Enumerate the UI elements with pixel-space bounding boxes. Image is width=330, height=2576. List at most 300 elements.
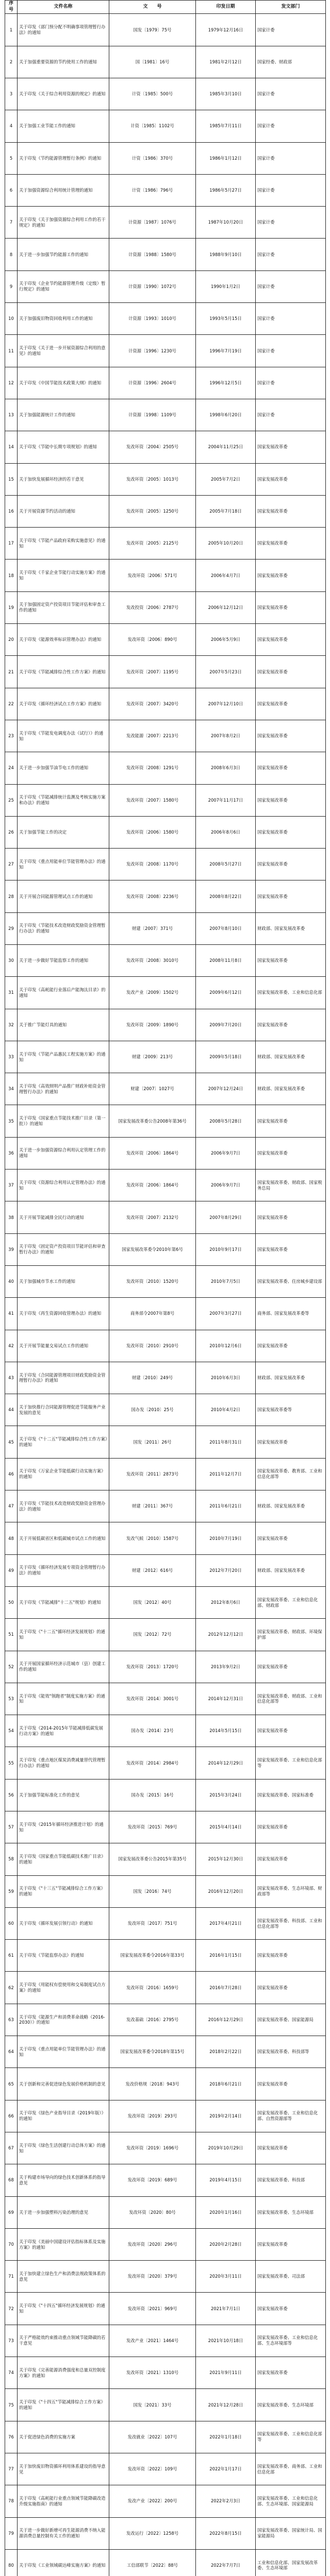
row-issue-date: 1985年3月10日 [196, 78, 256, 110]
table-row [5, 1940, 326, 1972]
row-number: 67 [5, 2132, 18, 2164]
row-issue-date: 2015年12月30日 [196, 1843, 256, 1875]
row-issuing-dept: 国家计委 [256, 367, 326, 399]
row-doc-number: 发改环资〔2016〕1659号 [109, 1972, 196, 2004]
row-doc-number: 发改环资〔2008〕3010号 [109, 944, 196, 976]
row-title: 关于印发《中国节能技术政策大纲》的通知 [18, 367, 109, 399]
row-title: 关于印发《节能发电调度办法（试行）》的通知 [18, 720, 109, 752]
row-title: 关于印发《工业领域碳达峰实施方案》的通知 [18, 2549, 109, 2576]
row-issuing-dept: 国家发展改革委 [256, 624, 326, 656]
row-issuing-dept: 国家经委、财政部 [256, 46, 326, 78]
row-title: 关于印发《循环经济试点工作方案》的通知 [18, 688, 109, 720]
row-doc-number: 发改产业〔2009〕1502号 [109, 977, 196, 1009]
row-issuing-dept: 国家发展改革委 [256, 1522, 326, 1554]
row-issue-date: 2014年5月15日 [196, 1715, 256, 1747]
row-number: 10 [5, 303, 18, 335]
row-number: 48 [5, 1522, 18, 1554]
row-issue-date: 2010年12月6日 [196, 1330, 256, 1362]
row-doc-number: 计资源〔1988〕1580号 [109, 239, 196, 270]
row-title: 关于开展合同能源管理试点工作的通知 [18, 880, 109, 912]
row-number: 72 [5, 2293, 18, 2325]
row-number: 57 [5, 1811, 18, 1843]
row-title: 关于印发《"十四五"循环经济发展规划》的通知 [18, 2293, 109, 2325]
row-issue-date: 2014年12月31日 [196, 1683, 256, 1715]
row-title: 关于印发《节能减排"十二五"规划》的通知 [18, 1586, 109, 1618]
row-title: 关于进一步加强塑料污染治理的意见 [18, 2196, 109, 2228]
row-doc-number: 国办发〔2014〕23号 [109, 1715, 196, 1747]
row-issuing-dept: 国家发展改革委、国家能源局 [256, 2004, 326, 2036]
table-row [5, 431, 326, 463]
row-number: 62 [5, 1972, 18, 2004]
row-issuing-dept: 财政部、国家发展改革委 [256, 912, 326, 944]
row-title: 关于开展国家循环经济示范城市（县）创建工作的通知 [18, 1651, 109, 1683]
row-issuing-dept: 国家发展改革委、科技部 [256, 2164, 326, 2196]
row-doc-number: 发改气候〔2010〕1587号 [109, 1522, 196, 1554]
row-number: 51 [5, 1619, 18, 1651]
row-title: 关于加快废旧物资循环利用体系建设的指导意见 [18, 2453, 109, 2485]
row-issuing-dept: 工业和信息化部、国家发展改革委、生态环境部 [256, 2549, 326, 2576]
row-number: 8 [5, 239, 18, 270]
row-issuing-dept: 国家计委 [256, 270, 326, 302]
row-issuing-dept: 国家发展改革委 [256, 1105, 326, 1137]
row-doc-number: 发改环资〔2021〕1310号 [109, 2357, 196, 2389]
row-issuing-dept: 国家发展改革委 [256, 1009, 326, 1041]
row-title: 关于印发《节能监察办法》的通知 [18, 1940, 109, 1972]
row-doc-number: 计资源〔1987〕1076号 [109, 207, 196, 239]
row-number: 13 [5, 399, 18, 431]
row-issuing-dept: 国家发展改革委 [256, 1940, 326, 1972]
row-issue-date: 2011年8月31日 [196, 1426, 256, 1458]
row-doc-number: 发改能源〔2007〕2213号 [109, 720, 196, 752]
row-issue-date: 2015年3月24日 [196, 1779, 256, 1811]
row-issuing-dept: 国家发展改革委、工业和信息化部、生态环境部等 [256, 2325, 326, 2357]
row-issuing-dept: 国家发展改革委、工业和信息化部、自然资源部等 [256, 2100, 326, 2132]
table-row [5, 528, 326, 560]
row-issue-date: 2022年1月17日 [196, 2453, 256, 2485]
row-issuing-dept: 财政部、国家发展改革委 [256, 1554, 326, 1586]
row-number: 60 [5, 1907, 18, 1939]
row-number: 70 [5, 2228, 18, 2260]
row-issue-date: 1987年10月20日 [196, 207, 256, 239]
row-doc-number: 发改投资〔2006〕2787号 [109, 591, 196, 623]
row-doc-number: 发改环资〔2005〕1013号 [109, 463, 196, 495]
row-number: 64 [5, 2036, 18, 2068]
row-number: 79 [5, 2517, 18, 2549]
row-title: 关于印发《"十二五"循环经济发展规划》的通知 [18, 1619, 109, 1651]
row-title: 关于进一步做好新增可再生能源消费不纳入能源消费总量控制有关工作的通知 [18, 2517, 109, 2549]
row-issue-date: 1998年6月20日 [196, 399, 256, 431]
row-doc-number: 发改环资〔2008〕2236号 [109, 880, 196, 912]
row-issuing-dept: 商务部、国家发展改革委等 [256, 1298, 326, 1330]
row-issue-date: 2010年6月3日 [196, 1362, 256, 1394]
row-title: 关于印发《重点用能单位节能管理办法》的通知 [18, 849, 109, 880]
table-row [5, 560, 326, 591]
row-issuing-dept: 国家发展改革委 [256, 1201, 326, 1233]
row-number: 41 [5, 1298, 18, 1330]
header-issue-date: 印发日期 [196, 1, 256, 14]
row-number: 55 [5, 1747, 18, 1779]
row-title: 关于构建市场导向的绿色技术创新体系的指导意见 [18, 2164, 109, 2196]
row-issuing-dept: 国家发展改革委 [256, 656, 326, 688]
row-issue-date: 1979年12月16日 [196, 14, 256, 46]
table-row [5, 399, 326, 431]
row-issuing-dept: 国家发展改革委 [256, 1972, 326, 2004]
row-number: 77 [5, 2453, 18, 2485]
row-title: 关于加快发展循环经济的若干意见 [18, 463, 109, 495]
row-title: 关于进一步加强资源综合利用认定管理工作的通知 [18, 1137, 109, 1169]
row-issuing-dept: 国家发展改革委、工业和信息化部等 [256, 2421, 326, 2453]
table-row [5, 174, 326, 206]
row-doc-number: 发改环资〔2008〕1291号 [109, 752, 196, 784]
row-doc-number: 发改环资〔2007〕2132号 [109, 1201, 196, 1233]
row-issue-date: 2008年8月22日 [196, 880, 256, 912]
row-number: 69 [5, 2196, 18, 2228]
row-doc-number: 计资〔1986〕796号 [109, 174, 196, 206]
row-title: 关于印发《再生资源回收管理办法》的通知 [18, 1298, 109, 1330]
row-number: 12 [5, 367, 18, 399]
row-title: 关于开展节能量交易试点工作的通知 [18, 1330, 109, 1362]
table-row [5, 2325, 326, 2357]
row-doc-number: 发改环资〔2006〕1864号 [109, 1137, 196, 1169]
row-title: 关于开展资源节约活动的通知 [18, 495, 109, 527]
table-row [5, 1779, 326, 1811]
row-number: 38 [5, 1201, 18, 1233]
row-number: 78 [5, 2485, 18, 2517]
row-doc-number: 计资源〔1996〕1230号 [109, 335, 196, 367]
row-doc-number: 发改环资〔2019〕1696号 [109, 2132, 196, 2164]
row-title: 关于加强资源综合利用统计管理的通知 [18, 174, 109, 206]
table-row [5, 1875, 326, 1907]
row-title: 关于印发《高效照明产品推广财政补贴资金管理暂行办法》的通知 [18, 1073, 109, 1105]
row-doc-number: 发改环资〔2004〕2505号 [109, 431, 196, 463]
row-doc-number: 计资源〔1990〕1072号 [109, 270, 196, 302]
row-title: 关于进一步做好节能监察工作的通知 [18, 944, 109, 976]
table-row [5, 1265, 326, 1297]
row-number: 21 [5, 656, 18, 688]
row-number: 36 [5, 1137, 18, 1169]
row-number: 43 [5, 1362, 18, 1394]
row-issuing-dept: 国家计委 [256, 303, 326, 335]
row-issue-date: 2022年7月7日 [196, 2549, 256, 2576]
row-issue-date: 2016年12月29日 [196, 2004, 256, 2036]
row-issue-date: 2018年2月22日 [196, 2036, 256, 2068]
row-issuing-dept: 国家发展改革委、教育部、工业和信息化部等 [256, 1458, 326, 1490]
row-issuing-dept: 国家发展改革委 [256, 1233, 326, 1265]
row-issue-date: 2019年2月14日 [196, 2100, 256, 2132]
row-issuing-dept: 国家发展改革委 [256, 752, 326, 784]
table-row [5, 784, 326, 816]
row-number: 1 [5, 14, 18, 46]
row-title: 关于印发《高耗能行业重点领域节能降碳改造升级实施指南》的通知 [18, 2485, 109, 2517]
row-doc-number: 国家发展改革委公告2015年第35号 [109, 1843, 196, 1875]
row-issuing-dept: 国家发展改革委、工业和信息化部等 [256, 1747, 326, 1779]
row-issuing-dept: 国家发展改革委、工业和信息化部、生态环境部、国家能源局 [256, 2485, 326, 2517]
row-title: 关于印发《节能技术改造财政奖励资金管理暂行办法》的通知 [18, 912, 109, 944]
row-issuing-dept: 国家发展改革委 [256, 1811, 326, 1843]
row-doc-number: 发改环资〔2020〕80号 [109, 2196, 196, 2228]
row-issuing-dept: 国家计委 [256, 142, 326, 174]
row-number: 76 [5, 2421, 18, 2453]
row-issue-date: 2020年2月28日 [196, 2228, 256, 2260]
row-doc-number: 发改环资〔2006〕571号 [109, 560, 196, 591]
row-issuing-dept: 国家发展改革委、国家标准委 [256, 1779, 326, 1811]
row-number: 45 [5, 1426, 18, 1458]
row-issue-date: 2006年5月9日 [196, 624, 256, 656]
row-issuing-dept: 国家计委 [256, 14, 326, 46]
row-issuing-dept: 国家发展改革委 [256, 688, 326, 720]
row-issue-date: 2005年10月20日 [196, 528, 256, 560]
row-issuing-dept: 财政部、国家发展改革委 [256, 1490, 326, 1522]
row-issue-date: 2006年9月7日 [196, 1137, 256, 1169]
row-doc-number: 发改环资〔2005〕2125号 [109, 528, 196, 560]
row-number: 73 [5, 2325, 18, 2357]
row-number: 22 [5, 688, 18, 720]
row-number: 80 [5, 2549, 18, 2576]
row-number: 63 [5, 2004, 18, 2036]
header-no: 序号 [5, 1, 18, 14]
table-row [5, 1394, 326, 1426]
table-row [5, 1041, 326, 1073]
row-doc-number: 发改环资〔2005〕1250号 [109, 495, 196, 527]
table-row [5, 2517, 326, 2549]
row-doc-number: 发改基础〔2016〕2795号 [109, 2004, 196, 2036]
row-issuing-dept: 国家发展改革委 [256, 591, 326, 623]
row-title: 关于进一步加强节约能源工作的通知 [18, 239, 109, 270]
row-issuing-dept: 国家计委 [256, 335, 326, 367]
table-row [5, 1715, 326, 1747]
row-title: 关于印发《绿色产业指导目录（2019年版）》的通知 [18, 2100, 109, 2132]
row-issue-date: 2021年10月18日 [196, 2325, 256, 2357]
row-issue-date: 2019年10月29日 [196, 2132, 256, 2164]
row-issuing-dept: 国家发展改革委、商务部、工业和信息化部 [256, 2453, 326, 2485]
row-number: 3 [5, 78, 18, 110]
row-number: 74 [5, 2357, 18, 2389]
row-issuing-dept: 国家发展改革委 [256, 495, 326, 527]
row-number: 33 [5, 1041, 18, 1073]
row-number: 31 [5, 977, 18, 1009]
table-row [5, 720, 326, 752]
row-doc-number: 计资源〔1998〕1109号 [109, 399, 196, 431]
row-doc-number: 发改环资〔2015〕769号 [109, 1811, 196, 1843]
row-doc-number: 国家发展改革委公告2008年第36号 [109, 1105, 196, 1137]
header-doc-number: 文 号 [109, 1, 196, 14]
row-issuing-dept: 财政部、国家发展改革委 [256, 1041, 326, 1073]
row-issue-date: 2012年8月6日 [196, 1586, 256, 1618]
table-row [5, 1170, 326, 1201]
row-issuing-dept: 国家发展改革委 [256, 1330, 326, 1362]
row-doc-number: 国发〔2012〕40号 [109, 1586, 196, 1618]
row-title: 关于印发《企业节约能源管理升级（定级）暂行规定》的通知 [18, 270, 109, 302]
table-row [5, 207, 326, 239]
row-doc-number: 发改环资〔2008〕1170号 [109, 849, 196, 880]
row-title: 关于加强节能标准化工作的意见 [18, 1779, 109, 1811]
row-doc-number: 发改环资〔2019〕293号 [109, 2100, 196, 2132]
table-row [5, 2485, 326, 2517]
row-doc-number: 财建〔2007〕371号 [109, 912, 196, 944]
row-issuing-dept: 国家发展改革委、工业和信息化部、财政部 [256, 1586, 326, 1618]
table-row [5, 367, 326, 399]
row-number: 52 [5, 1651, 18, 1683]
row-issue-date: 2008年11月8日 [196, 944, 256, 976]
table-row [5, 1747, 326, 1779]
row-doc-number: 国发〔2011〕26号 [109, 1426, 196, 1458]
table-row [5, 1811, 326, 1843]
row-issue-date: 2009年5月18日 [196, 1041, 256, 1073]
row-doc-number: 发改环资〔2009〕1890号 [109, 1009, 196, 1041]
table-row [5, 1233, 326, 1265]
row-number: 20 [5, 624, 18, 656]
row-doc-number: 国家发展改革委令2018年第15号 [109, 2036, 196, 2068]
row-issuing-dept: 国家发展改革委、科技部等 [256, 2036, 326, 2068]
row-doc-number: 发改环资〔2014〕3001号 [109, 1683, 196, 1715]
table-row [5, 656, 326, 688]
row-number: 54 [5, 1715, 18, 1747]
table-row [5, 78, 326, 110]
row-doc-number: 发改环资〔2020〕296号 [109, 2228, 196, 2260]
table-row [5, 849, 326, 880]
row-title: 关于印发《能效"领跑者"制度实施方案》的通知 [18, 1683, 109, 1715]
row-title: 关于印发《节能技术改造财政奖励资金管理办法》的通知 [18, 1490, 109, 1522]
table-row [5, 752, 326, 784]
row-issue-date: 2021年7月1日 [196, 2293, 256, 2325]
row-number: 59 [5, 1875, 18, 1907]
table-row [5, 880, 326, 912]
row-issuing-dept: 国家计委 [256, 78, 326, 110]
row-title: 关于印发《重点地区煤炭消费减量替代管理暂行办法》的通知 [18, 1747, 109, 1779]
row-issuing-dept: 国家发展改革委、生态环境部、财政部等 [256, 1875, 326, 1907]
row-doc-number: 计资源〔1996〕2604号 [109, 367, 196, 399]
row-doc-number: 财建〔2010〕249号 [109, 1362, 196, 1394]
row-number: 32 [5, 1009, 18, 1041]
table-row [5, 591, 326, 623]
row-number: 34 [5, 1073, 18, 1105]
row-title: 关于印发《节能产品惠民工程实施方案》的通知 [18, 1041, 109, 1073]
row-issue-date: 2015年4月14日 [196, 1811, 256, 1843]
row-doc-number: 财建〔2012〕616号 [109, 1554, 196, 1586]
row-number: 19 [5, 591, 18, 623]
row-title: 关于印发《循环发展引领行动》的通知 [18, 1907, 109, 1939]
row-issue-date: 2017年4月21日 [196, 1907, 256, 1939]
row-issue-date: 2006年4月7日 [196, 560, 256, 591]
table-row [5, 2036, 326, 2068]
table-row [5, 688, 326, 720]
table-row [5, 2228, 326, 2260]
row-doc-number: 国发〔2012〕72号 [109, 1619, 196, 1651]
row-title: 关于创新和完善促进绿色发展价格机制的意见 [18, 2068, 109, 2100]
row-title: 关于印发《能源生产和消费革命战略（2016-2030）》的通知 [18, 2004, 109, 2036]
table-row [5, 270, 326, 302]
row-doc-number: 国发〔2016〕74号 [109, 1875, 196, 1907]
row-issuing-dept: 国家发展改革委 [256, 1843, 326, 1875]
row-number: 27 [5, 849, 18, 880]
row-issue-date: 2020年3月11日 [196, 2261, 256, 2293]
row-issuing-dept: 国家发展改革委 [256, 784, 326, 816]
row-issue-date: 1993年5月15日 [196, 303, 256, 335]
row-title: 关于印发《重点用能单位节能管理办法》的通知 [18, 2036, 109, 2068]
table-row [5, 912, 326, 944]
row-issue-date: 2009年6月12日 [196, 977, 256, 1009]
row-title: 关于印发《绿色生活创建行动总体方案》的通知 [18, 2132, 109, 2164]
row-issue-date: 2009年7月20日 [196, 1009, 256, 1041]
row-number: 56 [5, 1779, 18, 1811]
row-issuing-dept: 国家发展改革委 [256, 2293, 326, 2325]
row-issuing-dept: 国家发展改革委 [256, 1426, 326, 1458]
row-number: 50 [5, 1586, 18, 1618]
row-doc-number: 国办发〔2015〕16号 [109, 1779, 196, 1811]
row-title: 关于印发《节约能源管理暂行条例》的通知 [18, 142, 109, 174]
table-row [5, 2453, 326, 2485]
row-title: 关于印发《资源综合利用认定管理办法》的通知 [18, 1170, 109, 1201]
table-row [5, 1490, 326, 1522]
row-issuing-dept: 财政部、国家发展改革委 [256, 1073, 326, 1105]
row-doc-number: 发改环资〔2022〕109号 [109, 2453, 196, 2485]
row-issue-date: 2006年12月12日 [196, 591, 256, 623]
row-issuing-dept: 国家发展改革委 [256, 1137, 326, 1169]
row-doc-number: 计资〔1985〕500号 [109, 78, 196, 110]
row-issue-date: 2019年4月15日 [196, 2164, 256, 2196]
table-row [5, 14, 326, 46]
row-issuing-dept: 国家发展改革委、工业和信息化部 [256, 977, 326, 1009]
row-title: 关于促进绿色消费的实施方案 [18, 2421, 109, 2453]
row-issue-date: 1981年2月12日 [196, 46, 256, 78]
row-title: 关于印发《"十二五"节能减排综合性工作方案》的通知 [18, 1426, 109, 1458]
row-issuing-dept: 国家发展改革委、财政部、工业和信息化部等 [256, 1683, 326, 1715]
row-issue-date: 2007年8月2日 [196, 720, 256, 752]
row-title: 关于印发《节能减排统计监测及考核实施方案和办法》的通知 [18, 784, 109, 816]
row-title: 关于印发《节能产品政府采购实施意见》的通知 [18, 528, 109, 560]
table-row [5, 2196, 326, 2228]
row-number: 42 [5, 1330, 18, 1362]
row-doc-number: 发改环资〔2021〕969号 [109, 2293, 196, 2325]
row-doc-number: 国〔1981〕16号 [109, 46, 196, 78]
row-doc-number: 国办发〔2010〕25号 [109, 1394, 196, 1426]
row-doc-number: 发改环资〔2006〕1580号 [109, 816, 196, 848]
row-number: 46 [5, 1458, 18, 1490]
row-issuing-dept: 国家计委 [256, 399, 326, 431]
row-number: 25 [5, 784, 18, 816]
row-issue-date: 2005年7月2日 [196, 463, 256, 495]
row-number: 65 [5, 2068, 18, 2100]
table-row [5, 1522, 326, 1554]
row-issue-date: 2012年12月12日 [196, 1619, 256, 1651]
row-doc-number: 发改运行〔2022〕1258号 [109, 2517, 196, 2549]
row-issuing-dept: 国家发展改革委、科技部、工业和信息化部等 [256, 1907, 326, 1939]
row-doc-number: 发改环资〔2011〕2873号 [109, 1458, 196, 1490]
row-doc-number: 商务部令2007年第8号 [109, 1298, 196, 1330]
table-row [5, 1201, 326, 1233]
row-title: 关于开展低碳省区和低碳城市试点工作的通知 [18, 1522, 109, 1554]
table-row [5, 1105, 326, 1137]
row-issue-date: 2007年12月24日 [196, 1073, 256, 1105]
row-number: 5 [5, 142, 18, 174]
row-issue-date: 2004年11月25日 [196, 431, 256, 463]
row-issue-date: 2020年1月16日 [196, 2196, 256, 2228]
row-issue-date: 2012年7月20日 [196, 1554, 256, 1586]
row-issuing-dept: 国家计委 [256, 110, 326, 142]
row-issuing-dept: 国家发展改革委、司法部 [256, 2261, 326, 2293]
table-row [5, 2389, 326, 2421]
row-doc-number: 财建〔2011〕367号 [109, 1490, 196, 1522]
row-title: 关于进一步加强节油节电工作的通知 [18, 752, 109, 784]
table-row [5, 1362, 326, 1394]
row-doc-number: 发改环资〔2019〕689号 [109, 2164, 196, 2196]
table-row [5, 2261, 326, 2293]
row-title: 关于加强节能工作的决定 [18, 816, 109, 848]
row-title: 关于开展节能减排全民行动的通知 [18, 1201, 109, 1233]
row-issuing-dept: 国家发展改革委、国家统计局、国家能源局 [256, 2517, 326, 2549]
row-issuing-dept: 国家发展改革委、住房城乡建设部 [256, 1265, 326, 1297]
table-row [5, 624, 326, 656]
